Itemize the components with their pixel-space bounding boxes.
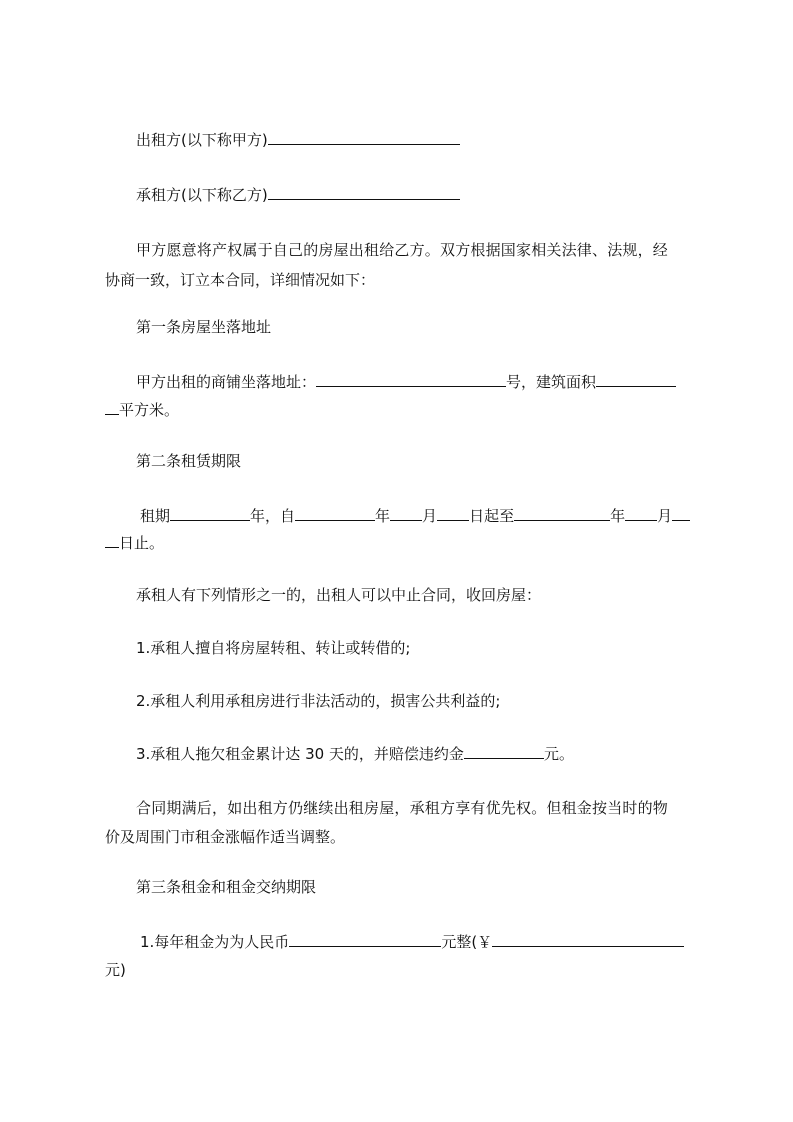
- term-year-from: 年，自: [250, 507, 296, 525]
- start-month-label: 月: [422, 507, 438, 525]
- start-day-label: 日起至: [469, 507, 515, 525]
- termination-item-2: 2.承租人利用承租房进行非法活动的，损害公共利益的;: [136, 692, 501, 710]
- term-line: [140, 506, 690, 526]
- address-prefix: 甲方出租的商铺坐落地址：: [136, 373, 317, 391]
- address-number: 号，建筑面积: [506, 373, 597, 391]
- start-day-blank[interactable]: [437, 506, 469, 521]
- rent-end-line: 元): [105, 961, 126, 979]
- termination-intro: 承租人有下列情形之一的，出租人可以中止合同，收回房屋：: [136, 586, 542, 604]
- rent-amount-blank[interactable]: [492, 932, 684, 947]
- article1-title: 第一条房屋坐落地址: [136, 318, 272, 336]
- rent-mid: 元整(￥: [441, 933, 493, 951]
- rent-line: [140, 932, 684, 952]
- lessee-line: [136, 185, 460, 205]
- address-line: [136, 372, 676, 392]
- end-year-blank[interactable]: [514, 506, 610, 521]
- end-day-blank-cont[interactable]: [105, 533, 119, 548]
- rent-prefix: 1.每年租金为为人民币: [140, 933, 290, 951]
- address-blank[interactable]: [316, 372, 506, 387]
- intro-line-1: 甲方愿意将产权属于自己的房屋出租给乙方。双方根据国家相关法律、法规，经: [136, 241, 669, 259]
- term-end-label: 日止。: [119, 534, 165, 552]
- term-end-line: [105, 533, 164, 553]
- term-prefix: 租期: [140, 507, 171, 525]
- end-month-label: 月: [657, 507, 673, 525]
- termination-item-1: 1.承租人擅自将房屋转租、转让或转借的;: [136, 639, 411, 657]
- article2-title: 第二条租赁期限: [136, 452, 242, 470]
- term-years-blank[interactable]: [170, 506, 250, 521]
- item3-suffix: 元。: [543, 745, 574, 763]
- item3-prefix: 3.承租人拖欠租金累计达 30 天的，并赔偿违约金: [136, 745, 464, 763]
- termination-item-3: [136, 744, 574, 764]
- start-month-blank[interactable]: [390, 506, 422, 521]
- renewal-line-1: 合同期满后，如出租方仍继续出租房屋，承租方享有优先权。但租金按当时的物: [136, 799, 669, 817]
- lessee-label: 承租方(以下称乙方): [136, 186, 268, 204]
- area-blank[interactable]: [596, 372, 676, 387]
- area-unit: 平方米。: [119, 401, 180, 419]
- end-year-label: 年: [610, 507, 626, 525]
- lessor-line: [136, 130, 460, 150]
- renewal-line-2: 价及周围门市租金涨幅作适当调整。: [105, 828, 346, 846]
- end-month-blank[interactable]: [625, 506, 657, 521]
- start-year-label: 年: [375, 507, 391, 525]
- end-day-blank[interactable]: [672, 506, 690, 521]
- start-year-blank[interactable]: [295, 506, 375, 521]
- area-blank-cont[interactable]: [105, 400, 119, 415]
- lessee-blank[interactable]: [268, 185, 460, 200]
- lessor-blank[interactable]: [268, 130, 460, 145]
- intro-line-2: 协商一致，订立本合同，详细情况如下：: [105, 271, 376, 289]
- lessor-label: 出租方(以下称甲方): [136, 131, 268, 149]
- penalty-blank[interactable]: [464, 744, 544, 759]
- area-line: [105, 400, 179, 420]
- rent-words-blank[interactable]: [289, 932, 441, 947]
- article3-title: 第三条租金和租金交纳期限: [136, 878, 317, 896]
